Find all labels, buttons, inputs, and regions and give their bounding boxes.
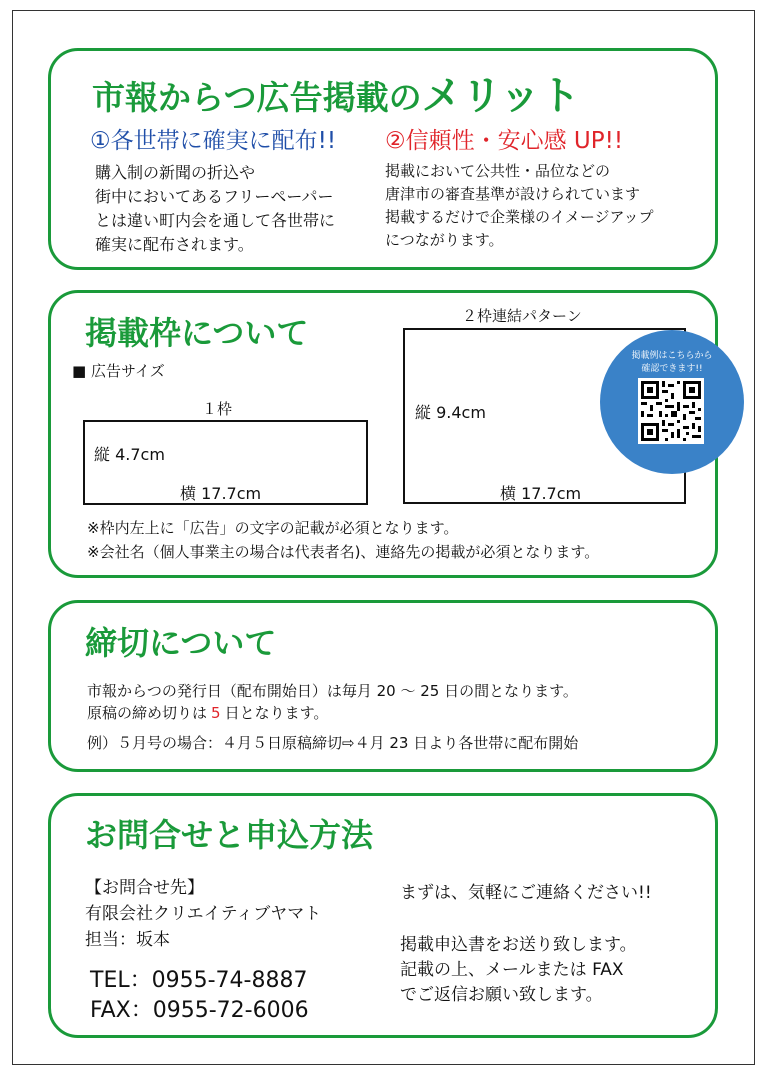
contact-company: 有限会社クリエイティブヤマト [85,904,322,924]
deadline-submission [87,702,328,723]
qr-badge [600,330,744,474]
qr-caption-line: 掲載例はこちらから [631,351,713,361]
merit-point2-line: につながります。 [385,231,504,249]
double-frame-width: 横 17.7cm [500,484,582,503]
contact-intro: まずは、気軽にご連絡ください!! [400,883,652,903]
merit-title-emphasis: メリット [421,73,581,119]
qr-caption-line: 確認できます!! [641,364,703,374]
frame-note: ※会社名（個人事業主の場合は代表者名)、連絡先の掲載が必須となります。 [87,543,600,561]
merit-title [92,64,580,121]
double-frame-height: 縦 9.4cm [415,403,486,422]
merit-point1-line: 確実に配布されます。 [95,235,254,254]
deadline-submission-post: 日となります。 [224,704,329,722]
contact-instruction: でご返信お願い致します。 [400,985,603,1005]
double-frame-label: ２枠連結パターン [462,307,582,325]
ad-size-label: ■ 広告サイズ [72,362,165,380]
contact-person: 担当：坂本 [85,930,170,950]
contact-instruction: 掲載申込書をお送り致します。 [400,935,637,955]
merit-point1-line: 街中においてあるフリーペーパー [95,187,334,206]
frame-title: 掲載枠について [85,314,309,352]
merit-point1-line: 購入制の新聞の折込や [95,163,256,182]
contact-instruction: 記載の上、メールまたは FAX [400,960,624,980]
single-frame-width: 横 17.7cm [180,484,262,503]
merit-title-main: 市報からつ広告掲載の [92,78,422,117]
merit-point2-title: ②信頼性・安心感 UP!! [385,128,624,154]
single-frame-label: １枠 [202,400,233,418]
merit-point2-line: 唐津市の審査基準が設けられています [385,185,641,203]
deadline-title: 締切について [85,624,277,662]
frame-note: ※枠内左上に「広告」の文字の記載が必須となります。 [87,519,459,537]
merit-point2-line: 掲載において公共性・品位などの [385,162,611,180]
merit-point1-title: ①各世帯に確実に配布!! [90,128,337,154]
deadline-example: 例）５月号の場合：４月５日原稿締切⇨４月 23 日より各世帯に配布開始 [87,734,579,752]
deadline-day: 5 [211,704,221,722]
single-frame-height: 縦 4.7cm [94,445,165,464]
deadline-issue-date: 市報からつの発行日（配布開始日）は毎月 20 ～ 25 日の間となります。 [87,682,578,700]
contact-heading: 【お問合せ先】 [85,878,204,898]
deadline-submission-pre: 原稿の締め切りは [87,704,208,722]
merit-point2-line: 掲載するだけで企業様のイメージアップ [385,208,654,226]
contact-tel[interactable]: TEL：0955-74-8887 [90,968,308,993]
qr-code-icon[interactable] [638,378,704,444]
contact-title: お問合せと申込方法 [85,816,374,854]
merit-point1-line: とは違い町内会を通して各世帯に [95,211,336,230]
contact-fax[interactable]: FAX：0955-72-6006 [90,998,309,1023]
